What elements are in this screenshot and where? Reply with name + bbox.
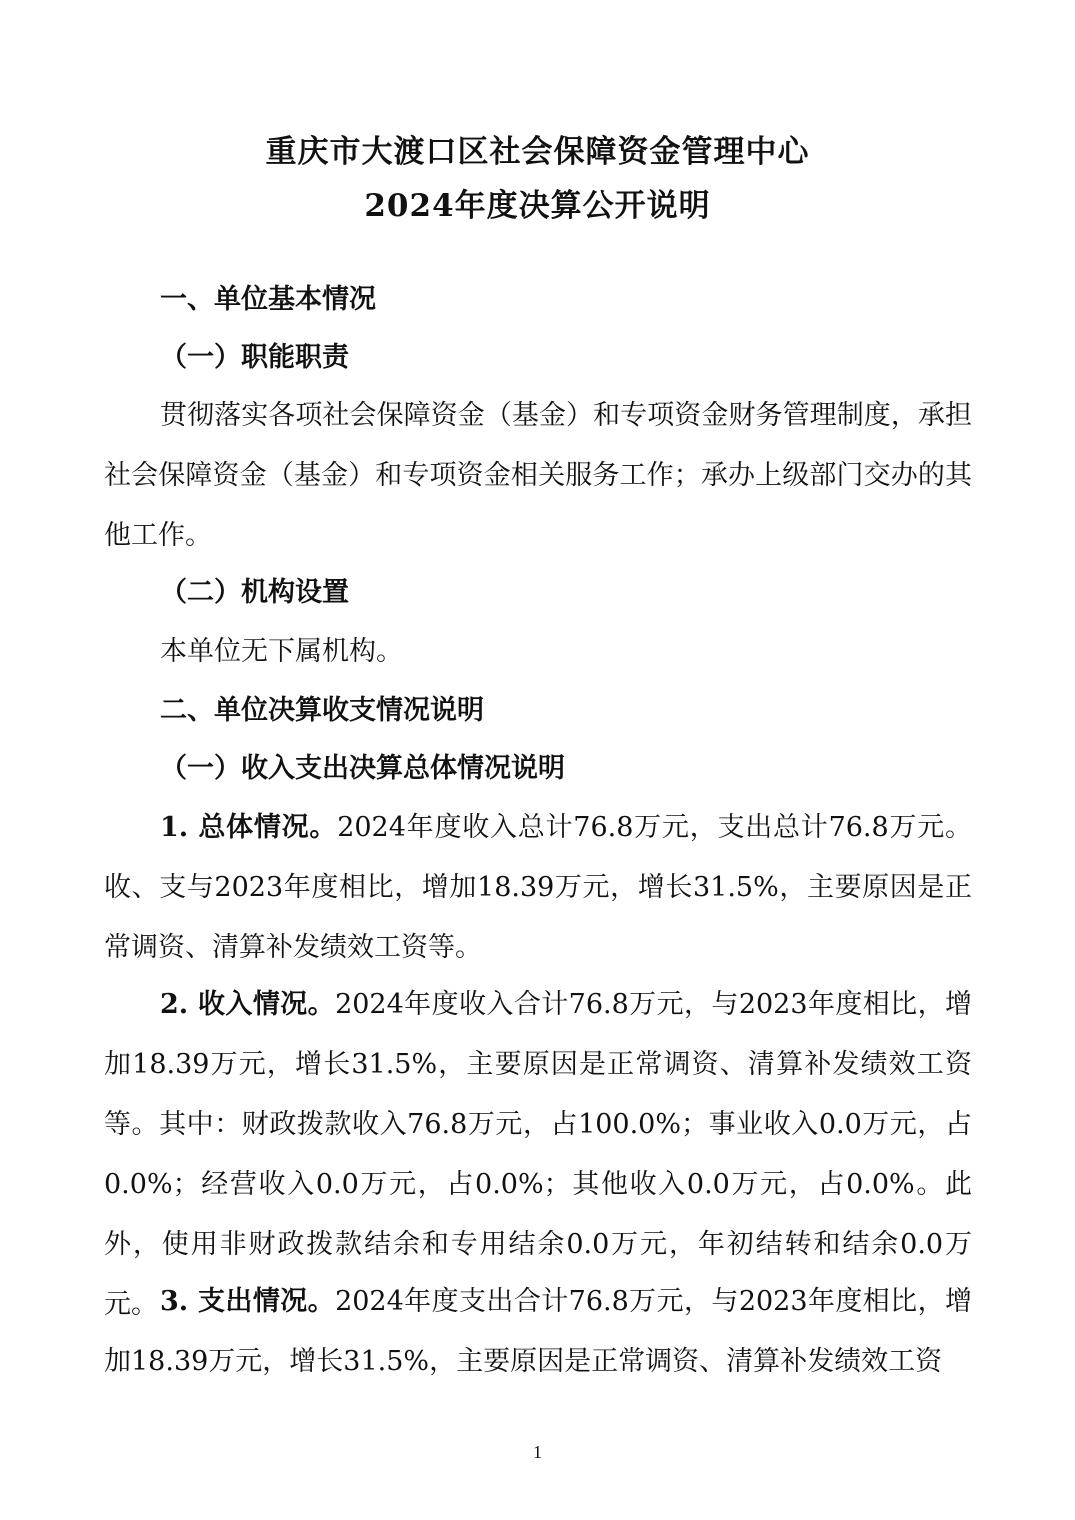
subsection-heading-organization: （二）机构设置 — [160, 577, 349, 608]
document-title: 重庆市大渡口区社会保障资金管理中心 — [265, 134, 810, 170]
overall-lead: 1. 总体情况。 — [160, 812, 338, 843]
paragraph-functions: 贯彻落实各项社会保障资金（基金）和专项资金财务管理制度，承担社会保障资金（基金）和专项资金相关服务工作；承办上级部门交办的其他工作。 — [104, 400, 972, 551]
section-heading-budget: 二、单位决算收支情况说明 — [160, 695, 484, 726]
overall-text: 2024年度收入总计76.8万元，支出总计76.8万元。收、支与2023年度相比，增加18.39万元，增长31.5%，主要原因是正常调资、清算补发绩效工资等。 — [104, 812, 972, 963]
page-number: 1 — [533, 1442, 542, 1462]
income-text: 2024年度收入合计76.8万元，与2023年度相比，增加18.39万元，增长31.5%，主要原因是正常调资、清算补发绩效工资等。其中：财政拨款收入76.8万元，占100.0%；事业收入0.0万元，占0.0%；经营收入0.0万元，占0.0%；其他收入0.0万元，占0.0%。此外，使用非财政拨款结余和专用结余0.0万元，年初结转和结余0.0万元。 — [104, 989, 972, 1320]
expenditure-text: 2024年度支出合计76.8万元，与2023年度相比，增加18.39万元，增长31.5%，主要原因是正常调资、清算补发绩效工资 — [104, 1286, 972, 1377]
subsection-heading-overall: （一）收入支出决算总体情况说明 — [160, 753, 565, 784]
paragraph-expenditure — [104, 1272, 972, 1392]
income-lead: 2. 收入情况。 — [160, 989, 336, 1020]
paragraph-overall — [104, 798, 972, 978]
section-heading-basic-info: 一、单位基本情况 — [160, 284, 376, 315]
paragraph-organization: 本单位无下属机构。 — [160, 636, 403, 667]
document-subtitle: 2024年度决算公开说明 — [364, 188, 711, 224]
subsection-heading-functions: （一）职能职责 — [160, 342, 349, 373]
expenditure-lead: 3. 支出情况。 — [160, 1286, 336, 1317]
